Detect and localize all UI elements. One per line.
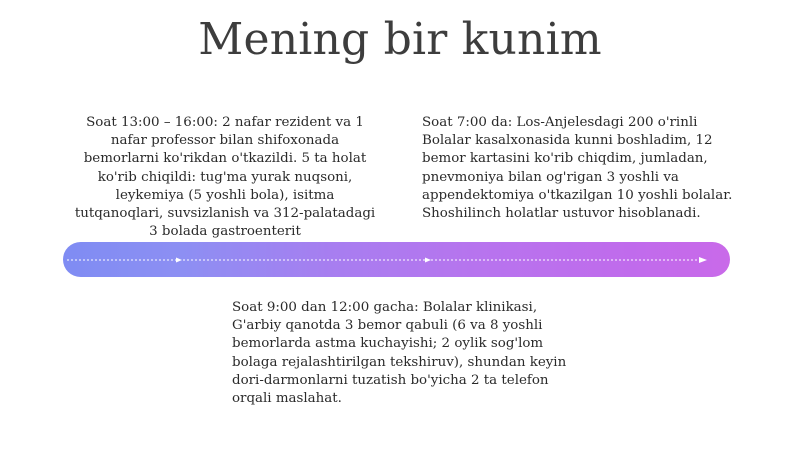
timeline-event-afternoon: Soat 13:00 – 16:00: 2 nafar rezident va 1 nafar professor bilan shifoxonada bemorlarni ko'rikdan o'tkazildi. 5 ta holat ko'rib chiqildi: tug'ma yurak nuqsoni, leykemiya (5 yoshli bola), isitma tutqanoqlari, suvsizlanish va 312-palatadagi 3 bolada gastroenterit	[74, 115, 376, 240]
timeline-event-clinic: Soat 9:00 dan 12:00 gacha: Bolalar klinikasi, G'arbiy qanotda 3 bemor qabuli (6 va 8 yoshli bemorlarda astma kuchayishi; 2 oylik sog'lom bolaga rejalashtirilgan tekshiruv), shundan keyin dori-darmonlarni tuzatish bo'yicha 2 ta telefon orqali maslahat.	[232, 300, 567, 407]
timeline-arrowhead-1	[176, 258, 182, 263]
timeline-event-morning-start: Soat 7:00 da: Los-Anjelesdagi 200 o'rinli Bolalar kasalxonasida kunni boshladim, 12 bemor kartasini ko'rib chiqdim, jumladan, pnevmoniya bilan og'rigan 3 yoshli va appendektomiya o'tkazilgan 10 yoshli bolalar. Shoshilinch holatlar ustuvor hisoblanadi.	[422, 115, 733, 222]
slide-title: Mening bir kunim	[198, 14, 602, 65]
timeline-arrow	[63, 242, 730, 277]
timeline-arrowhead-2	[425, 258, 431, 263]
timeline-arrowhead-end	[699, 257, 707, 263]
timeline-bar	[63, 242, 730, 277]
